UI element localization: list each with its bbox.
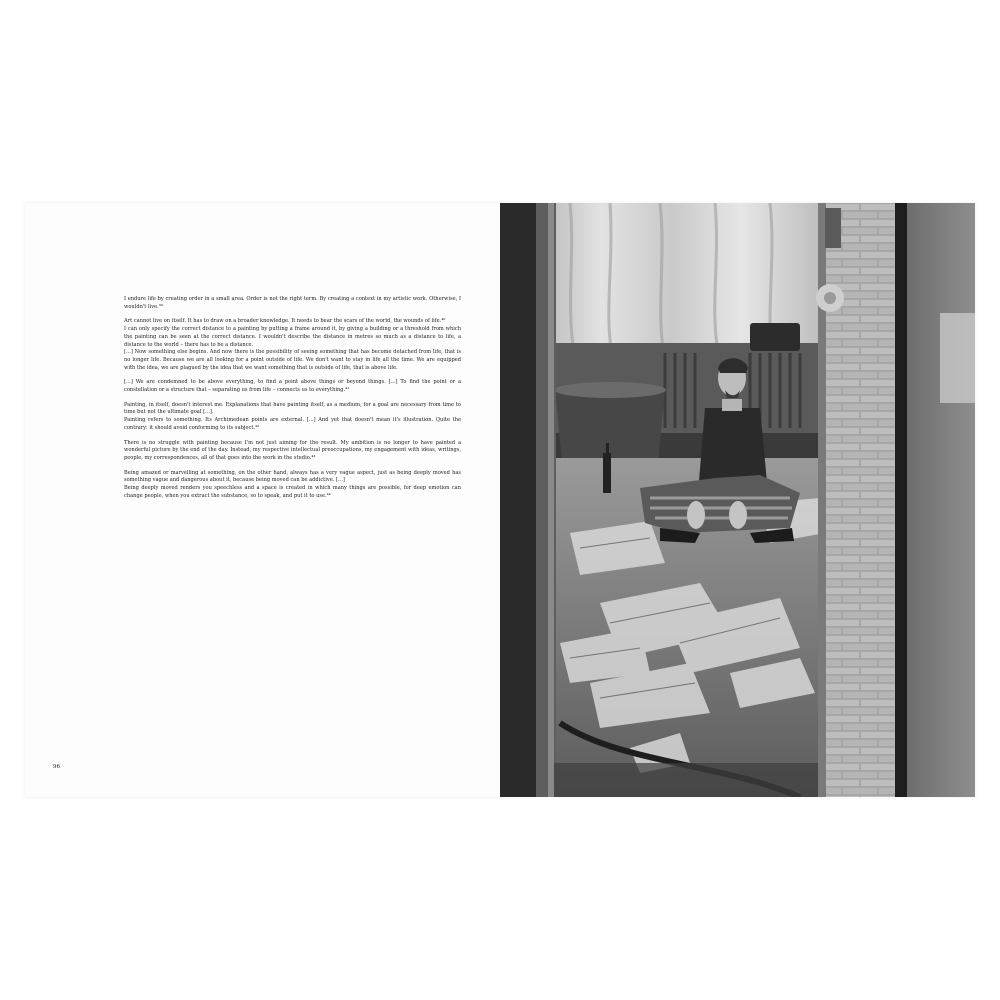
paragraph-1 [124,296,461,311]
paragraph-6 [124,470,461,501]
right-page [500,203,975,797]
paragraph-line: [...] Now something else begins. And now there is the possibility of seeing something that has become detached from life, that is no longer life. Because we are all looking for a point outside of life. We don't want to stay in life all the time. We are equipped with the idea, we are plagued by the idea that we want something that is outside of life, that is above life. [124,349,461,371]
paragraph-line: [...] We are condemned to be above everything, to find a point above things or beyond things. [...] To find the point or a constellation or a structure that – separating us from life – connects us to everything.⁴¹ [124,379,461,394]
paragraph-line: Art cannot live on itself. It has to draw on a broader knowledge. It needs to bear the scars of the world, the wounds of life.⁴⁰ [124,318,446,325]
paragraph-3 [124,379,461,394]
paragraph-line: I endure life by creating order in a small area. Order is not the right term. By creating a context in my artistic work. Otherwise, I wouldn't live.³⁹ [124,296,461,310]
book-spread [25,203,975,797]
studio-photograph [500,203,975,797]
paragraph-line: Being amazed or marvelling at something, on the other hand, always has a very vague aspect, just as being deeply moved has something vague and dangerous about it, because being moved can be addictive. [...] [124,469,461,484]
paragraph-5 [124,440,461,463]
paragraph-line: Being deeply moved renders you speechless and a space is created in which many things are possible, for deep emotion can change people, when you extract the substance, so to speak, and put it to use.⁴⁴ [124,485,461,499]
paragraph-2 [124,318,461,372]
paragraph-line: I can only specify the correct distance to a painting by putting a frame around it, by giving a building or a threshold from which the painting can be seen at the correct distance. I wouldn't describe the distance in metres so much as a distance to life, a distance to the world – there has to be a distance. [124,326,461,348]
paragraph-4 [124,402,461,433]
left-page [25,203,500,797]
page-number: 96 [53,764,60,770]
text-block [124,296,461,507]
paragraph-line: Painting, in itself, doesn't interest me. Explanations that have painting itself, as a medium, for a goal are necessary from time to time but not the ultimate goal [...]. [124,401,461,416]
paragraph-line: Painting refers to something. Its Archimedean points are external. [...] And yet that doesn't mean it's illustration. Quite the contrary: it should avoid conforming to its subject.⁴² [124,417,461,431]
paragraph-line: There is no struggle with painting because I'm not just aiming for the result. My ambition is no longer to have painted a wonderful picture by the end of the day. Instead, my respective intellectual preoccupations, my engagement with ideas, writings, people, my correspondences, all of that goes into the work in the studio.⁴³ [124,439,461,461]
